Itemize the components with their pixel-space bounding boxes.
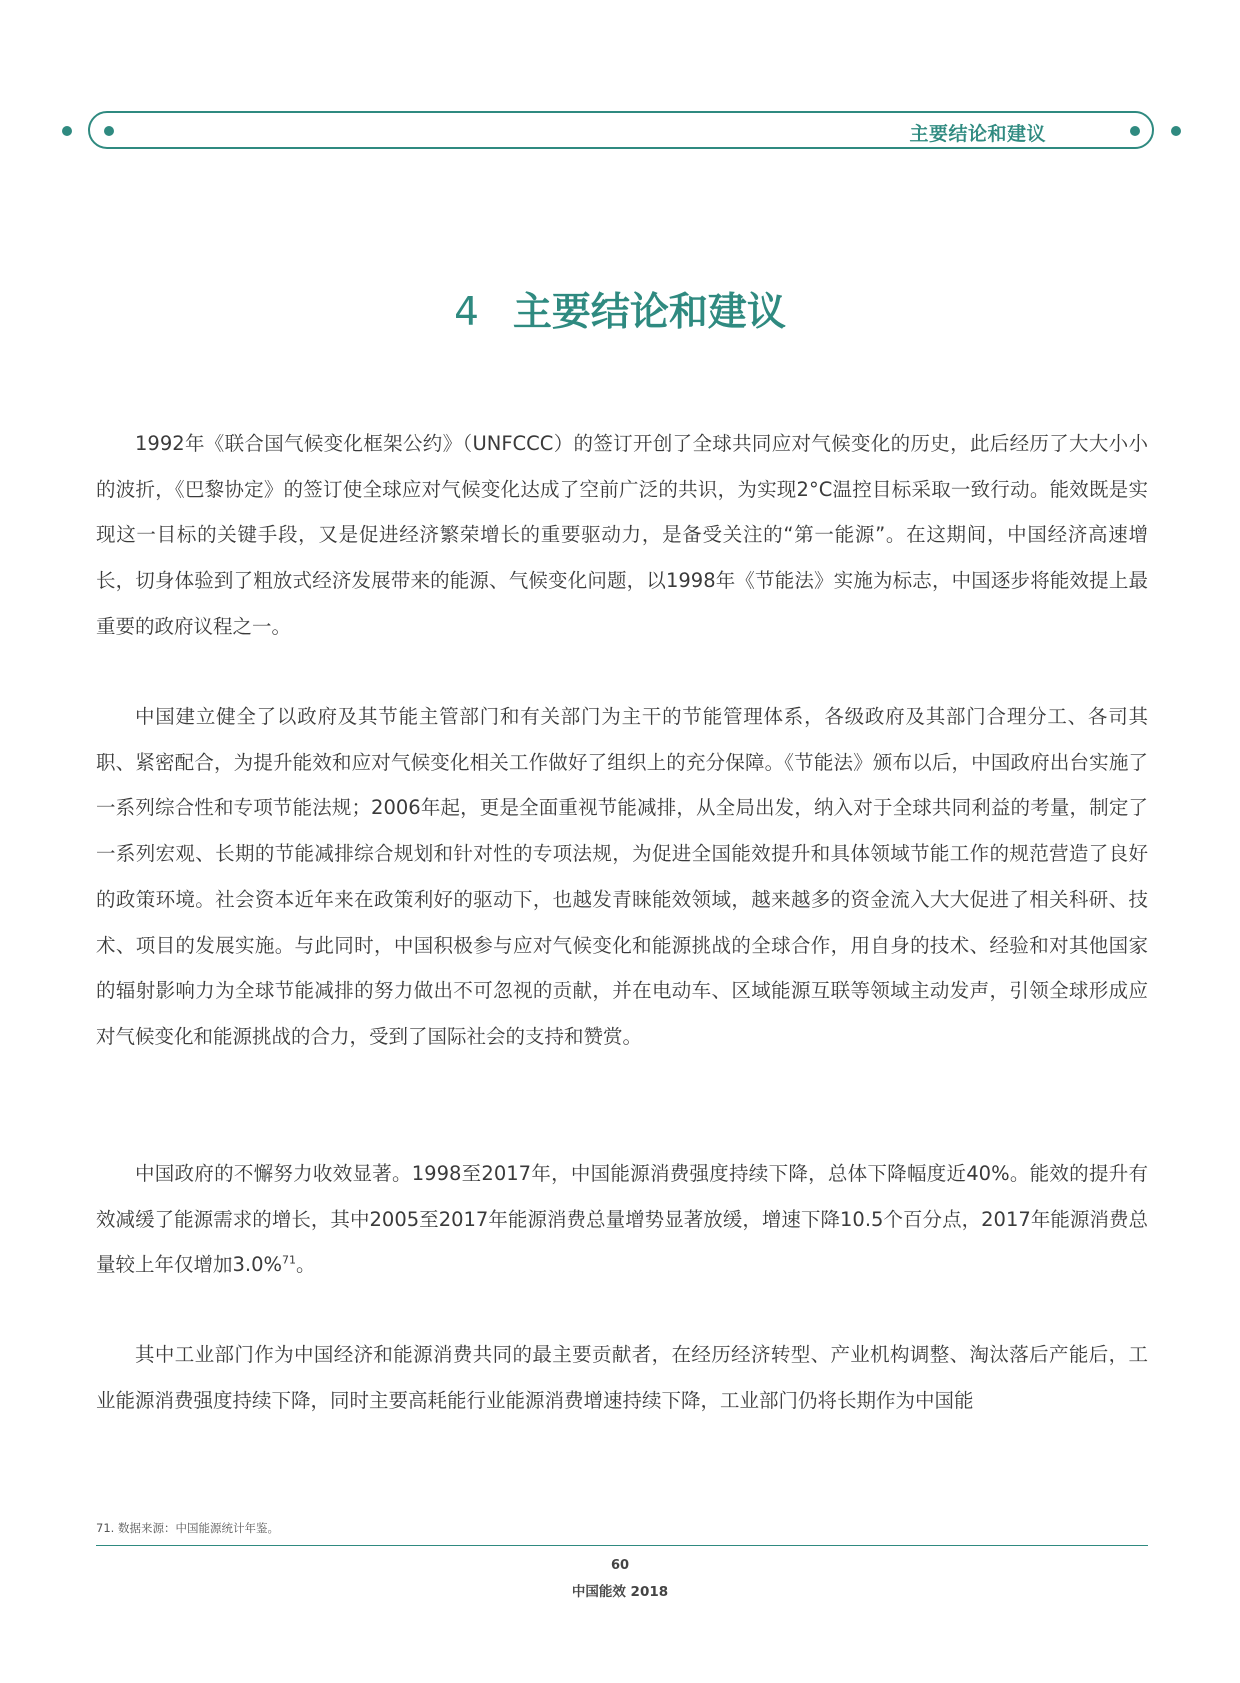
paragraph-3-end: 。 xyxy=(296,1253,316,1277)
paragraph-4: 其中工业部门作为中国经济和能源消费共同的最主要贡献者，在经历经济转型、产业机构调整、淘汰落后产能后，工业能源消费强度持续下降，同时主要高耗能行业能源消费增速持续下降，工业部门仍将长期作为中国能 xyxy=(96,1343,1148,1412)
chapter-title: 主要结论和建议 xyxy=(512,290,786,335)
footnote: 71. 数据来源：中国能源统计年鉴。 xyxy=(96,1521,279,1535)
header-dot-right-outer xyxy=(1171,126,1181,136)
paragraph-3-text: 中国政府的不懈努力收效显著。1998至2017年，中国能源消费强度持续下降，总体下降幅度近40%。能效的提升有效减缓了能源需求的增长，其中2005至2017年能源消费总量增势显著放缓，增速下降10.5个百分点，2017年能源消费总量较上年仅增加3.0% xyxy=(96,1162,1148,1277)
header-section-title: 主要结论和建议 xyxy=(909,123,1046,145)
publication-name: 中国能效 2018 xyxy=(571,1584,669,1600)
header-dot-left-outer xyxy=(62,126,72,136)
paragraph-1: 1992年《联合国气候变化框架公约》（UNFCCC）的签订开创了全球共同应对气候变化的历史，此后经历了大大小小的波折，《巴黎协定》的签订使全球应对气候变化达成了空前广泛的共识，为实现2°C温控目标采取一致行动。能效既是实现这一目标的关键手段，又是促进经济繁荣增长的重要驱动力，是备受关注的“第一能源”。在这期间，中国经济高速增长，切身体验到了粗放式经济发展带来的能源、气候变化问题，以1998年《节能法》实施为标志，中国逐步将能效提上最重要的政府议程之一。 xyxy=(96,432,1148,638)
footnote-ref-71: 71 xyxy=(282,1253,297,1267)
page-number: 60 xyxy=(610,1558,630,1573)
paragraph-2: 中国建立健全了以政府及其节能主管部门和有关部门为主干的节能管理体系，各级政府及其部门合理分工、各司其职、紧密配合，为提升能效和应对气候变化相关工作做好了组织上的充分保障。《节能法》颁布以后，中国政府出台实施了一系列综合性和专项节能法规；2006年起，更是全面重视节能减排，从全局出发，纳入对于全球共同利益的考量，制定了一系列宏观、长期的节能减排综合规划和针对性的专项法规，为促进全国能效提升和具体领域节能工作的规范营造了良好的政策环境。社会资本近年来在政策利好的驱动下，也越发青睐能效领域，越来越多的资金流入大大促进了相关科研、技术、项目的发展实施。与此同时，中国积极参与应对气候变化和能源挑战的全球合作，用自身的技术、经验和对其他国家的辐射影响力为全球节能减排的努力做出不可忽视的贡献，并在电动车、区域能源互联等领域主动发声，引领全球形成应对气候变化和能源挑战的合力，受到了国际社会的支持和赞赏。 xyxy=(96,705,1148,1048)
header-dot-left-inner xyxy=(104,126,114,136)
chapter-number: 4 xyxy=(454,290,479,335)
footer-rule xyxy=(96,1545,1148,1546)
header-dot-right-inner xyxy=(1130,126,1140,136)
chapter-heading xyxy=(0,288,1240,338)
paragraph-3 xyxy=(96,1151,1148,1288)
